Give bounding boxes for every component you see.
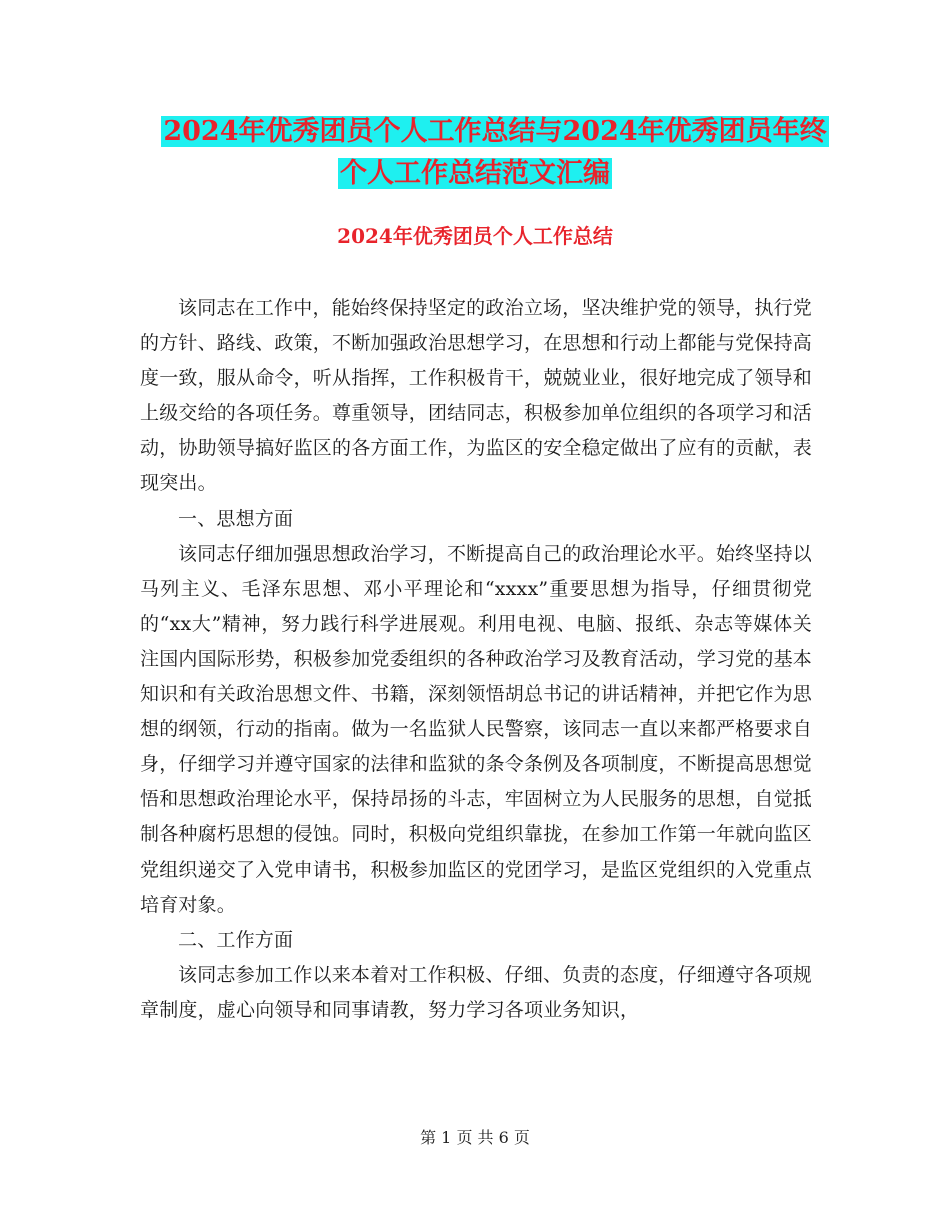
document-title-line-2 (0, 154, 950, 194)
paragraph-intro: 该同志在工作中，能始终保持坚定的政治立场，坚决维护党的领导，执行党的方针、路线、政策，不断加强政治思想学习，在思想和行动上都能与党保持高度一致，服从命令，听从指挥，工作积极肯干，兢兢业业，很好地完成了领导和上级交给的各项任务。尊重领导，团结同志，积极参加单位组织的各项学习和活动，协助领导搞好监区的各方面工作，为监区的安全稳定做出了应有的贡献，表现突出。 (140, 297, 813, 495)
paragraph-thought: 该同志仔细加强思想政治学习，不断提高自己的政治理论水平。始终坚持以马列主义、毛泽东思想、邓小平理论和“xxxx”重要思想为指导，仔细贯彻党的“xx大”精神，努力践行科学进展观。利用电视、电脑、报纸、杂志等媒体关注国内国际形势，积极参加党委组织的各种政治学习及教育活动，学习党的基本知识和有关政治思想文件、书籍，深刻领悟胡总书记的讲话精神，并把它作为思想的纲领，行动的指南。做为一名监狱人民警察，该同志一直以来都严格要求自身，仔细学习并遵守国家的法律和监狱的条令条例及各项制度，不断提高思想觉悟和思想政治理论水平，保持昂扬的斗志，牢固树立为人民服务的思想，自觉抵制各种腐朽思想的侵蚀。同时，积极向党组织靠拢，在参加工作第一年就向监区党组织递交了入党申请书，积极参加监区的党团学习，是监区党组织的入党重点培育对象。 (140, 542, 813, 916)
document-title-line-1 (20, 112, 950, 152)
heading-thought: 一、思想方面 (178, 507, 294, 530)
page-footer: 第 1 页 共 6 页 (420, 1128, 530, 1147)
heading-work: 二、工作方面 (178, 928, 294, 951)
paragraph-work: 该同志参加工作以来本着对工作积极、仔细、负责的态度，仔细遵守各项规章制度，虚心向领导和同事请教，努力学习各项业务知识， (140, 963, 812, 1021)
title-highlight-2: 个人工作总结范文汇编 (340, 158, 610, 189)
title-highlight-1: 2024年优秀团员个人工作总结与2024年优秀团员年终 (163, 116, 827, 147)
document-body (140, 291, 812, 1028)
section-title: 2024年优秀团员个人工作总结 (337, 224, 613, 248)
